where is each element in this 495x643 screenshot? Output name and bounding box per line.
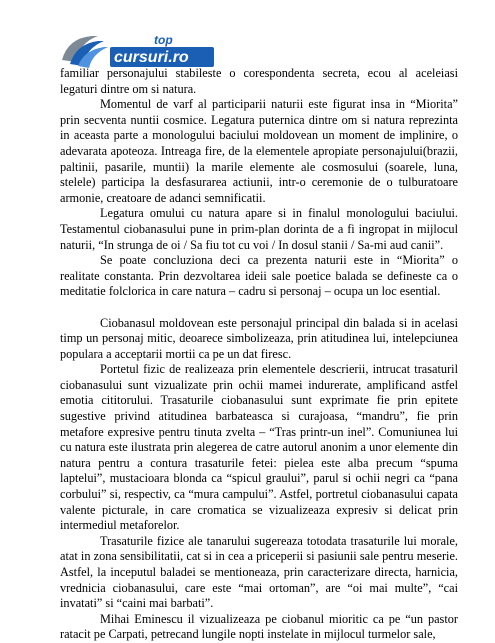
paragraph-nunta-cosmica: Momentul de varf al participarii naturii este figurat insa in “Miorita” prin secventa nuntii cosmice. Legatura puternica dintre om si natura reprezinta in aceasta parte a monologului baciului moldovean un moment de implinire, o adevarata apoteoza. Intreaga fire, de la elementele apropiate personajului(brazii, paltinii, pasarile, muntii) la marile elemente ale cosmosului (soarele, luna, stelele) participa la desfasurarea actiunii, intr-o ceremonie de o tulburatoare armonie, creatoare de adanci semnificatii.	[60, 97, 458, 205]
document-body	[60, 66, 458, 643]
logo-text-main: cursuri.ro	[114, 49, 189, 66]
paragraph-ciobanasul: Ciobanasul moldovean este personajul principal din balada si in acelasi timp un personaj mitic, deoarece simbolizeaza, prin atitudinea lui, intelepciunea populara a acceptarii mortii ca pe un dat firesc.	[60, 315, 458, 361]
logo-text-top: top	[154, 33, 173, 47]
paragraph-continuation: familiar personajului stabileste o corespondenta secreta, ecou al aceleiasi legaturi dintre om si natura.	[60, 66, 458, 96]
paragraph-eminescu: Mihai Eminescu il vizualizeaza pe ciobanul mioritic ca pe “un pastor ratacit pe Carpati, petrecand lungile nopti instelate in mijlocul turmelor sale,	[60, 611, 458, 642]
paragraph-portret-fizic: Portetul fizic de realizeaza prin elementele descrierii, intrucat trasaturil ciobanasului sunt vizualizate prin ochii mamei indurerate, amplificand astfel emotia cititorului. Trasaturile ciobanasului sunt exprimate fie prin epitete sugestive privind atitudinea barbateasca si curajoasa, “mandru”, fie prin metafore expresive pentru tinuta zvelta – “Tras printr-un inel”. Comuniunea lui cu natura este ilustrata prin alegerea de catre autorul anonim a unor elemente din natura pentru a contura trasaturile fetei: pielea este alba precum “spuma laptelui”, mustacioara blonda ca “spicul graului”, parul si ochii negri ca “pana corbului” si, respectiv, ca “mura campului”. Astfel, portretul ciobanasului capata valente picturale, in care cromatica se vizualizeaza expresiv si delicat prin intermediul metaforelor.	[60, 362, 458, 533]
paragraph-concluzie: Se poate concluziona deci ca prezenta naturii este in “Miorita” o realitate constanta. Prin dezvoltarea ideii sale poetice balada se defineste ca o meditatie folclorica in care natura – cadru si personaj – ocupa un loc esential.	[60, 253, 458, 299]
paragraph-trasaturi-morale: Trasaturile fizice ale tanarului sugereaza totodata trasaturile lui morale, atat in zona sensibilitatii, cat si in cea a priceperii si pasiunii sale pentru meserie. Astfel, la inceputul baladei se mentioneaza, prin caracterizare directa, harnicia, vrednicia ciobanasului, care este “mai ortoman”, are “oi mai multe”, “cai invatati” si “caini mai barbati”.	[60, 533, 458, 611]
paragraph-testament: Legatura omului cu natura apare si in finalul monologului baciului. Testamentul ciobanasului pune in prim-plan dorinta de a fi ingropat in mijlocul naturii, “In strunga de oi / Sa fiu tot cu voi / In dosul stanii / Sa-mi aud canii”.	[60, 206, 458, 252]
